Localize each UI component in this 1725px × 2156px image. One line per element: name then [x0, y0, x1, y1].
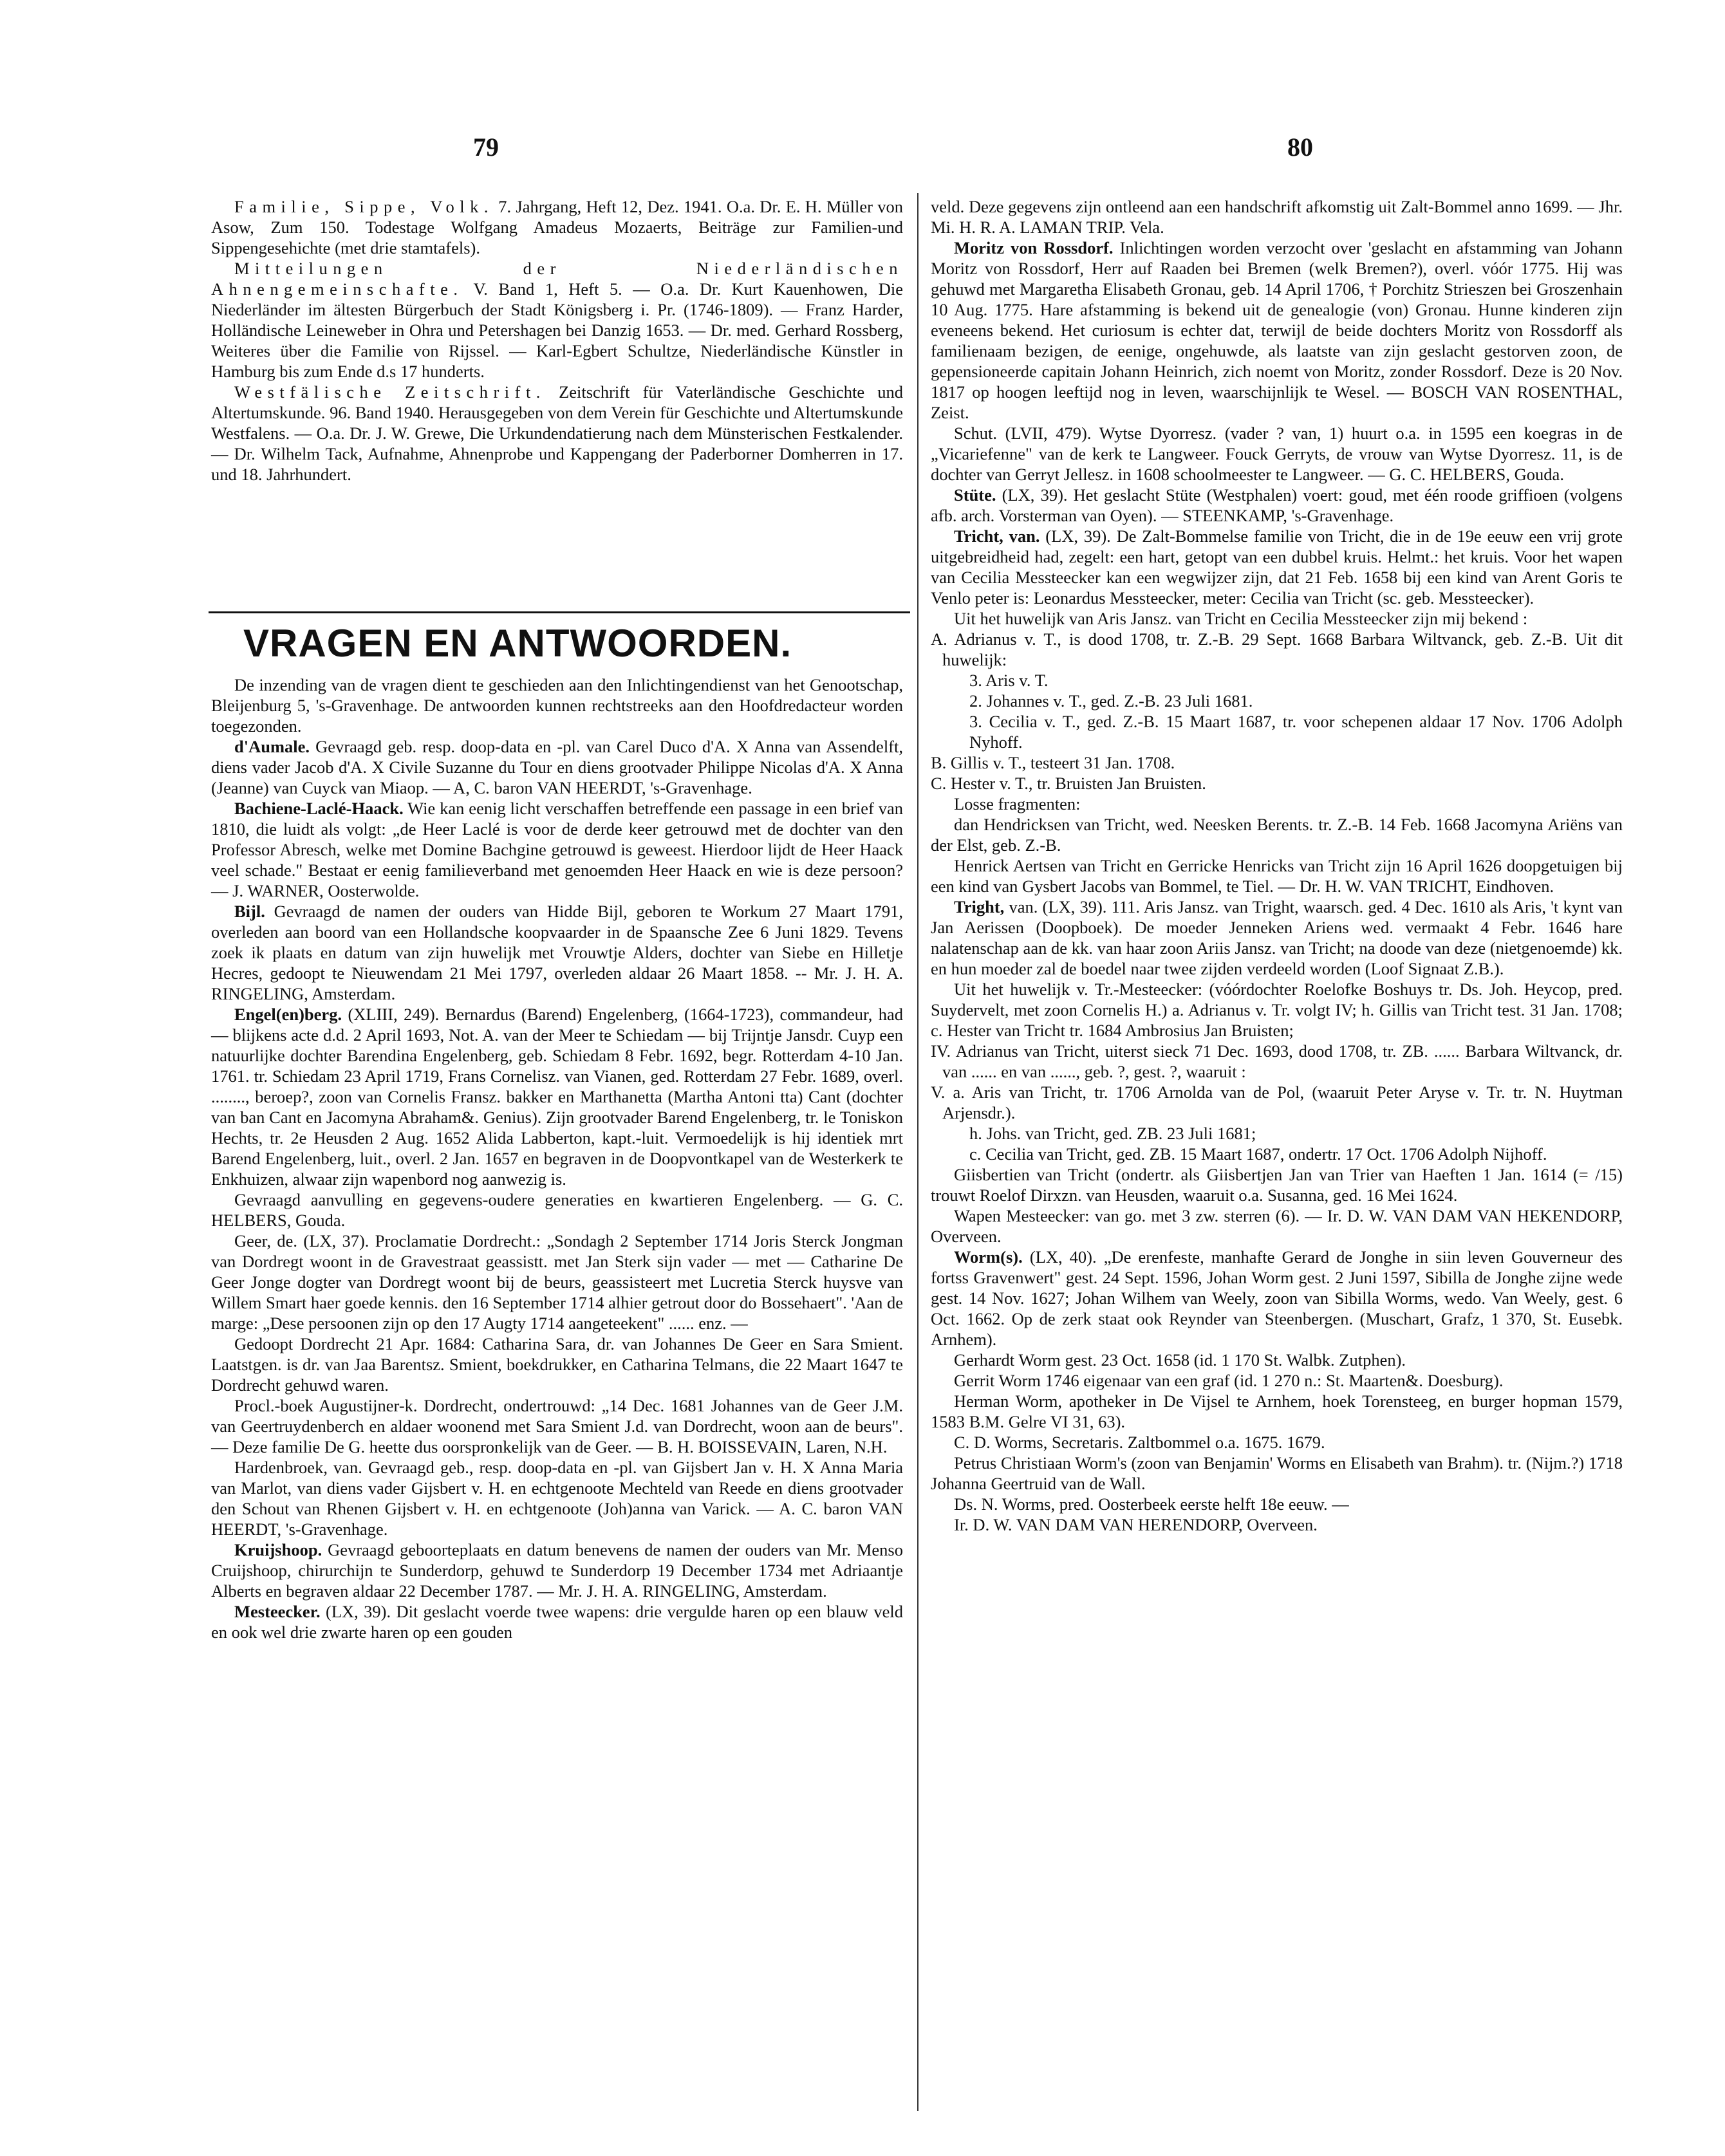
- journal-entry: [211, 258, 903, 382]
- entry-text: van. (LX, 39). 111. Aris Jansz. van Tright, waarsch. ged. 4 Dec. 1610 als Aris, 't kynt van Jan Aerissen (Doopboek). De moeder Jenneken Ariens wed. vermaakt 4 Febr. 1646 hare nalatenschap aan de kk. van haar zoon Ariis Jansz. van Tricht; na doode van deze (nietgenoemde) kk. en hun moeder zal de boedel naar twee zijden verdeeld worden (Loof Signaat Z.B.).: [931, 897, 1623, 978]
- journal-entry: [211, 382, 903, 485]
- entry-title: Mesteecker.: [234, 1602, 321, 1621]
- entry-text: (LX, 39). De Zalt-Bommelse familie von Tricht, die in de 19e eeuw een vrij grote uitgebreidheid had, zegelt: een hart, getopt van een dubbel kruis. Helmt.: het kruis. Voor het wapen van Cecilia Messteecker kan een wegwijzer zijn, dat 21 Feb. 1658 bij een kind van Arent Goris te Venlo peter is: Leonardus Messteecker, meter: Cecilia van Tricht (sc. geb. Messteecker).: [931, 526, 1623, 608]
- entry-title: Engel(en)berg.: [234, 1005, 342, 1024]
- answer-entry: [931, 629, 1623, 670]
- entry-text: Uit het huwelijk v. Tr.-Mesteecker: (vóórdochter Roelofke Boshuys tr. Ds. Joh. Heycop, pred. Suydervelt, met zoon Cornelis H.) a. Adrianus v. Tr. volgt IV; h. Gillis van Tricht test. 31 Jan. 1708; c. Hester van Tricht tr. 1684 Ambrosius Jan Bruisten;: [931, 980, 1623, 1040]
- entry-text: Petrus Christiaan Worm's (zoon van Benjamin' Worms en Elisabeth van Brahm). tr. (Nijm.?) 1718 Johanna Geertruid van de Wall.: [931, 1453, 1623, 1493]
- entry-text: C. Hester v. T., tr. Bruisten Jan Bruisten.: [931, 774, 1206, 793]
- answer-entry: [931, 691, 1623, 711]
- answer-entry: [931, 897, 1623, 979]
- entry-text: A. Adrianus v. T., is dood 1708, tr. Z.-B. 29 Sept. 1668 Barbara Wiltvanck, geb. Z.-B. Uit dit huwelijk:: [931, 629, 1623, 669]
- answer-entry: [931, 1432, 1623, 1453]
- entry-text: Ds. N. Worms, pred. Oosterbeek eerste helft 18e eeuw. —: [954, 1494, 1349, 1514]
- query-entry: [211, 1457, 903, 1539]
- entry-text: Gerrit Worm 1746 eigenaar van een graf (id. 1 270 n.: St. Maarten&. Doesburg).: [954, 1371, 1504, 1390]
- answer-entry: [931, 711, 1623, 752]
- section-divider: [209, 611, 910, 613]
- answer-entry: [931, 1205, 1623, 1247]
- query-entry: [211, 1189, 903, 1231]
- query-entry: [211, 1004, 903, 1189]
- entry-title: d'Aumale.: [234, 737, 310, 756]
- answer-entry: [931, 855, 1623, 897]
- entry-text: Ir. D. W. VAN DAM VAN HERENDORP, Overveen.: [954, 1515, 1318, 1534]
- entry-text: Hardenbroek, van. Gevraagd geb., resp. doop-data en -pl. van Gijsbert Jan v. H. X Anna Maria van Marlot, van diens vader Gijsbert v. H. en echtgenoote Mechteld van Reede en diens grootvader den Schout van Rhenen Gijsbert v. H. en echtgenoote (Joh)anna van Varick. — A. C. baron VAN HEERDT, 's-Gravenhage.: [211, 1458, 903, 1539]
- left-column-top: [211, 196, 903, 485]
- entry-text: veld. Deze gegevens zijn ontleend aan een handschrift afkomstig uit Zalt-Bommel anno 1699. — Jhr. Mi. H. R. A. LAMAN TRIP. Vela.: [931, 197, 1623, 237]
- answer-entry: [931, 1247, 1623, 1350]
- entry-text: Geer, de. (LX, 37). Proclamatie Dordrecht.: „Sondagh 2 September 1714 Joris Sterck Jongman van Dordregt woont in de Gravestraat geassistt. met Jan Sterk sijn vader — met — Catharine De Geer Jonge dogter van Dordregt woont bij de beurs, geassisteert met Lucretia Sterck huysve van Willem Smart haer goede kennis. den 16 September 1714 alhier getrout door do Bossehaert". 'Aan de marge: „Dese persoonen zijn op den 17 Augty 1714 aangeteekent" ...... enz. —: [211, 1231, 903, 1333]
- entry-title: Kruijshoop.: [234, 1540, 322, 1559]
- entry-text: IV. Adrianus van Tricht, uiterst sieck 71 Dec. 1693, dood 1708, tr. ZB. ...... Barbara Wiltvanck, dr. van ...... en van ......, geb. ?, gest. ?, waaruit :: [931, 1041, 1623, 1081]
- query-entry: [211, 736, 903, 798]
- answer-entry: [931, 1041, 1623, 1082]
- query-entry: [211, 674, 903, 736]
- entry-title: Stüte.: [954, 485, 996, 505]
- entry-title: Tricht, van.: [954, 526, 1040, 546]
- journal-entry: [211, 196, 903, 258]
- entry-text: Gevraagd de namen der ouders van Hidde Bijl, geboren te Workum 27 Maart 1791, overleden aan boord van een Hollandsche koopvaarder in de Spaansche Zee 6 Juni 1829. Tevens zoek ik plaats en datum van zijn huwelijk met Vrouwtje Alders, dochter van Siebe en Hilletje Hecres, gedoopt te Nieuwendam 21 Mei 1797, overleden aldaar 26 Maart 1858. -- Mr. J. H. A. RINGELING, Amsterdam.: [211, 902, 903, 1003]
- entry-text: (LX, 40). „De erenfeste, manhafte Gerard de Jonghe in siin leven Gouverneur des fortss Gravenwert" gest. 24 Sept. 1596, Johan Worm gest. 2 Juni 1597, Sibilla de Jonghe zijne wede gest. 14 Nov. 1627; Johan Wilhem van Weely, zoon van Sibilla Worms, wedo. Van Weely, gest. 6 Oct. 1662. Op de zerk staat ook Reynder van Steenbergen. (Muschart, Grafz, 1 370, St. Eusebk. Arnhem).: [931, 1247, 1623, 1349]
- answer-entry: [931, 1514, 1623, 1535]
- entry-text: Gevraagd geb. resp. doop-data en -pl. van Carel Duco d'A. X Anna van Assendelft, diens vader Jacob d'A. X Civile Suzanne du Tour en diens grootvader Philippe Nicolas d'A. X Anna (Jeanne) van Cuyck van Miaop. — A, C. baron VAN HEERDT, 's-Gravenhage.: [211, 737, 903, 797]
- query-entry: [211, 1395, 903, 1457]
- entry-text: C. D. Worms, Secretaris. Zaltbommel o.a. 1675. 1679.: [954, 1433, 1325, 1452]
- entry-text: h. Johs. van Tricht, ged. ZB. 23 Juli 1681;: [969, 1124, 1256, 1143]
- entry-text: De inzending van de vragen dient te geschieden aan den Inlichtingendienst van het Genootschap, Bleijenburg 5, 's-Gravenhage. De antwoorden kunnen rechtstreeks aan den Hoofdredacteur worden toegezonden.: [211, 675, 903, 736]
- query-entry: [211, 1601, 903, 1642]
- answer-entry: [931, 1370, 1623, 1391]
- answer-entry: [931, 752, 1623, 773]
- entry-text: (LX, 39). Het geslacht Stüte (Westphalen) voert: goud, met één roode griffioen (volgens afb. arch. Vorsterman van Oyen). — STEENKAMP, 's-Gravenhage.: [931, 485, 1623, 525]
- answer-entry: [931, 670, 1623, 691]
- entry-text: Henrick Aertsen van Tricht en Gerricke Henricks van Tricht zijn 16 April 1626 doopgetuigen bij een kind van Gysbert Jacobs van Bommel, te Tiel. — Dr. H. W. VAN TRICHT, Eindhoven.: [931, 856, 1623, 896]
- answer-entry: [931, 237, 1623, 423]
- left-column-queries: [211, 674, 903, 1642]
- answer-entry: [931, 526, 1623, 608]
- entry-title: Bijl.: [234, 902, 265, 921]
- entry-text: 3. Aris v. T.: [969, 671, 1049, 690]
- journal-title: Familie, Sippe, Volk.: [234, 197, 494, 216]
- entry-text: Gevraagd aanvulling en gegevens-oudere generaties en kwartieren Engelenberg. — G. C. HELBERS, Gouda.: [211, 1190, 903, 1230]
- entry-text: (XLIII, 249). Bernardus (Barend) Engelenberg, (1664-1723), commandeur, had — blijkens acte d.d. 2 April 1693, Not. A. van der Meer te Schiedam — bij Trijntje Jansdr. Cuyp een natuurlijke dochter Barendina Engelenberg, geb. Schiedam 8 Febr. 1692, begr. Rotterdam 4-10 Jan. 1761. tr. Schiedam 23 April 1719, Frans Cornelisz. van Vianen, ged. Rotterdam 27 Febr. 1689, overl. ........, beroep?, zoon van Cornelis Fransz. bakker en Marthanetta (Martha Antoni tta) Cant (dochter van ban Cant en Jacomyna Abraham&. Genius). Zijn grootvader Barend Engelenberg, tr. le Toniskon Hechts, tr. 2e Heusden 2 Aug. 1652 Alida Labberton, kapt.-luit. Vermoedelijk is hij identiek mrt Barend Engelenberg, luit., overl. 2 Jan. 1657 en begraven in de Doopvontkapel van de Westerkerk te Enkhuizen, alwaar zijn wapenbord nog aanwezig is.: [211, 1005, 903, 1189]
- query-entry: [211, 1334, 903, 1395]
- answer-entry: [931, 814, 1623, 855]
- answer-entry: [931, 1144, 1623, 1164]
- entry-text: Gerhardt Worm gest. 23 Oct. 1658 (id. 1 170 St. Walbk. Zutphen).: [954, 1350, 1406, 1370]
- answer-entry: [931, 794, 1623, 814]
- entry-text: Inlichtingen worden verzocht over 'geslacht en afstamming van Johann Moritz von Rossdorf, Herr auf Raaden bei Bremen (welk Bremen?), overl. vóór 1775. Hij was gehuwd met Margaretha Elisabeth Gronau, geb. 14 April 1706, † Porchitz Strieszen bei Groszenhain 10 Aug. 1775. Hare afstamming is bekend uit de genealogie (von) Gronau. Hunne kinderen zijn eveneens bekend. Het curiosum is echter dat, terwijl de beide dochters Moritz von Rossdorff als familienaam bezigen, de eenige, ongehuwde, als laatste van zijn geslacht gestorven zoon, de gepensioneerde capitain Johann Heinrich, zich noemt von Moritz, zonder Rossdorf. Deze is 20 Nov. 1817 op hoogen leeftijd nog in leven, waarschijnlijk te Wesel. — BOSCH VAN ROSENTHAL, Zeist.: [931, 238, 1623, 422]
- entry-title: Bachiene-Laclé-Haack.: [234, 799, 404, 818]
- answer-entry: [931, 485, 1623, 526]
- answer-entry: [931, 1082, 1623, 1123]
- query-entry: [211, 1539, 903, 1601]
- entry-text: Losse fragmenten:: [954, 794, 1081, 813]
- entry-text: 3. Cecilia v. T., ged. Z.-B. 15 Maart 1687, tr. voor schepenen aldaar 17 Nov. 1706 Adolph Nyhoff.: [969, 712, 1623, 752]
- journal-text: V. Band 1, Heft 5. — O.a. Dr. Kurt Kauenhowen, Die Niederländer im ältesten Bürgerbuch der Stadt Königsberg i. Pr. (1746-1809). — Franz Harder, Holländische Leineweber in Ohra und Petershagen bei Danzig 1653. — Dr. med. Gerhard Rossberg, Weiteres über die Familie von Rijssel. — Karl-Egbert Schultze, Niederländische Künstler in Hamburg bis zum Ende d.s 17 hunderts.: [211, 279, 903, 381]
- column-separator: [917, 193, 918, 2111]
- answer-entry: [931, 423, 1623, 485]
- answer-entry: [931, 979, 1623, 1041]
- entry-text: dan Hendricksen van Tricht, wed. Neesken Berents. tr. Z.-B. 14 Feb. 1668 Jacomyna Ariëns van der Elst, geb. Z.-B.: [931, 815, 1623, 855]
- entry-text: B. Gillis v. T., testeert 31 Jan. 1708.: [931, 753, 1175, 772]
- page-number-left: 79: [473, 133, 499, 162]
- section-heading: VRAGEN EN ANTWOORDEN.: [243, 622, 792, 665]
- answer-entry: [931, 608, 1623, 629]
- answer-entry: [931, 1453, 1623, 1494]
- entry-text: c. Cecilia van Tricht, ged. ZB. 15 Maart 1687, ondertr. 17 Oct. 1706 Adolph Nijhoff.: [969, 1144, 1547, 1164]
- right-column: [931, 196, 1623, 1535]
- answer-entry: [931, 1164, 1623, 1205]
- answer-entry: [931, 1391, 1623, 1432]
- entry-text: Uit het huwelijk van Aris Jansz. van Tricht en Cecilia Messteecker zijn mij bekend :: [954, 609, 1528, 628]
- entry-text: Giisbertien van Tricht (ondertr. als Giisbertjen Jan van Trier van Haeften 1 Jan. 1614 (= /15) trouwt Roelof Dirxzn. van Heusden, waaruit o.a. Susanna, ged. 16 Mei 1624.: [931, 1165, 1623, 1205]
- page-number-right: 80: [1287, 133, 1313, 162]
- entry-title: Worm(s).: [954, 1247, 1023, 1267]
- journal-text: Zeitschrift für Vaterländische Geschichte und Altertumskunde. 96. Band 1940. Herausgegeben von dem Verein für Geschichte und Altertumskunde Westfalens. — O.a. Dr. J. W. Grewe, Die Urkundendatierung nach dem Münsterischen Festkalender. — Dr. Wilhelm Tack, Aufnahme, Ahnenprobe und Kappengang der Paderborner Domherren in 17. und 18. Jahrhundert.: [211, 382, 903, 484]
- entry-title: Moritz von Rossdorf.: [954, 238, 1114, 257]
- answer-entry: [931, 196, 1623, 237]
- answer-entry: [931, 1350, 1623, 1370]
- answer-entry: [931, 773, 1623, 794]
- entry-text: 2. Johannes v. T., ged. Z.-B. 23 Juli 1681.: [969, 691, 1253, 711]
- entry-text: Gedoopt Dordrecht 21 Apr. 1684: Catharina Sara, dr. van Johannes De Geer en Sara Smient. Laatstgen. is dr. van Jaa Barentsz. Smient, boekdrukker, en Catharina Telmans, die 22 Maart 1647 te Dordrecht gehuwd waren.: [211, 1334, 903, 1395]
- entry-title: Tright,: [954, 897, 1005, 916]
- entry-text: Procl.-boek Augustijner-k. Dordrecht, ondertrouwd: „14 Dec. 1681 Johannes van de Geer J.M. van Geertruydenberch en aldaer woonend met Sara Smient J.d. van Dordrecht, woon aan de beurs". — Deze familie De G. heette dus oorspronkelijk van de Geer. — B. H. BOISSEVAIN, Laren, N.H.: [211, 1396, 903, 1456]
- entry-text: Herman Worm, apotheker in De Vijsel te Arnhem, hoek Torensteeg, en burger hopman 1579, 1583 B.M. Gelre VI 31, 63).: [931, 1391, 1623, 1431]
- answer-entry: [931, 1494, 1623, 1514]
- entry-text: Wapen Mesteecker: van go. met 3 zw. sterren (6). — Ir. D. W. VAN DAM VAN HEKENDORP, Overveen.: [931, 1206, 1623, 1246]
- entry-text: Gevraagd geboorteplaats en datum benevens de namen der ouders van Mr. Menso Cruijshoop, chirurchijn te Sunderdorp, gehuwd te Sunderdorp 19 December 1734 met Adriaantje Alberts en begraven aldaar 22 December 1787. — Mr. J. H. A. RINGELING, Amsterdam.: [211, 1540, 903, 1601]
- entry-text: (LX, 39). Dit geslacht voerde twee wapens: drie vergulde haren op een blauw veld en ook wel drie zwarte haren op een gouden: [211, 1602, 903, 1642]
- query-entry: [211, 901, 903, 1004]
- journal-title: Westfälische Zeitschrift.: [234, 382, 546, 402]
- answer-entry: [931, 1123, 1623, 1144]
- entry-text: V. a. Aris van Tricht, tr. 1706 Arnolda van de Pol, (waaruit Peter Aryse v. Tr. tr. N. Huytman Arjensdr.).: [931, 1083, 1623, 1122]
- journal-title: Mitteilungen der Niederländischen Ahnengemeinschafte.: [211, 259, 903, 299]
- query-entry: [211, 798, 903, 901]
- entry-text: Wie kan eenig licht verschaffen betreffende een passage in een brief van 1810, die luidt als volgt: „de Heer Laclé is voor de derde keer getrouwd met de dochter van den Professor Abresch, welke met Domine Bachgine getrouwd is geweest. Hierdoor lijdt de Heer Haack veel schade." Bestaat er eenig familieverband met genoemden Heer Haack en wie is deze persoon? — J. WARNER, Oosterwolde.: [211, 799, 903, 900]
- query-entry: [211, 1231, 903, 1334]
- journal-text: 7. Jahrgang, Heft 12, Dez. 1941. O.a. Dr. E. H. Müller von Asow, Zum 150. Todestage Wolfgang Amadeus Mozaerts, Beiträge zur Familien-und Sippengesehichte (met drie stamtafels).: [211, 197, 903, 257]
- entry-text: Schut. (LVII, 479). Wytse Dyorresz. (vader ? van, 1) huurt o.a. in 1595 een koegras in de „Vicariefenne" van de kerk te Langweer. Fouck Gerryts, de vrouw van Wytse Dyorresz. 11, is de dochter van Gerryt Jellesz. in 1608 schoolmeester te Langweer. — G. C. HELBERS, Gouda.: [931, 423, 1623, 484]
